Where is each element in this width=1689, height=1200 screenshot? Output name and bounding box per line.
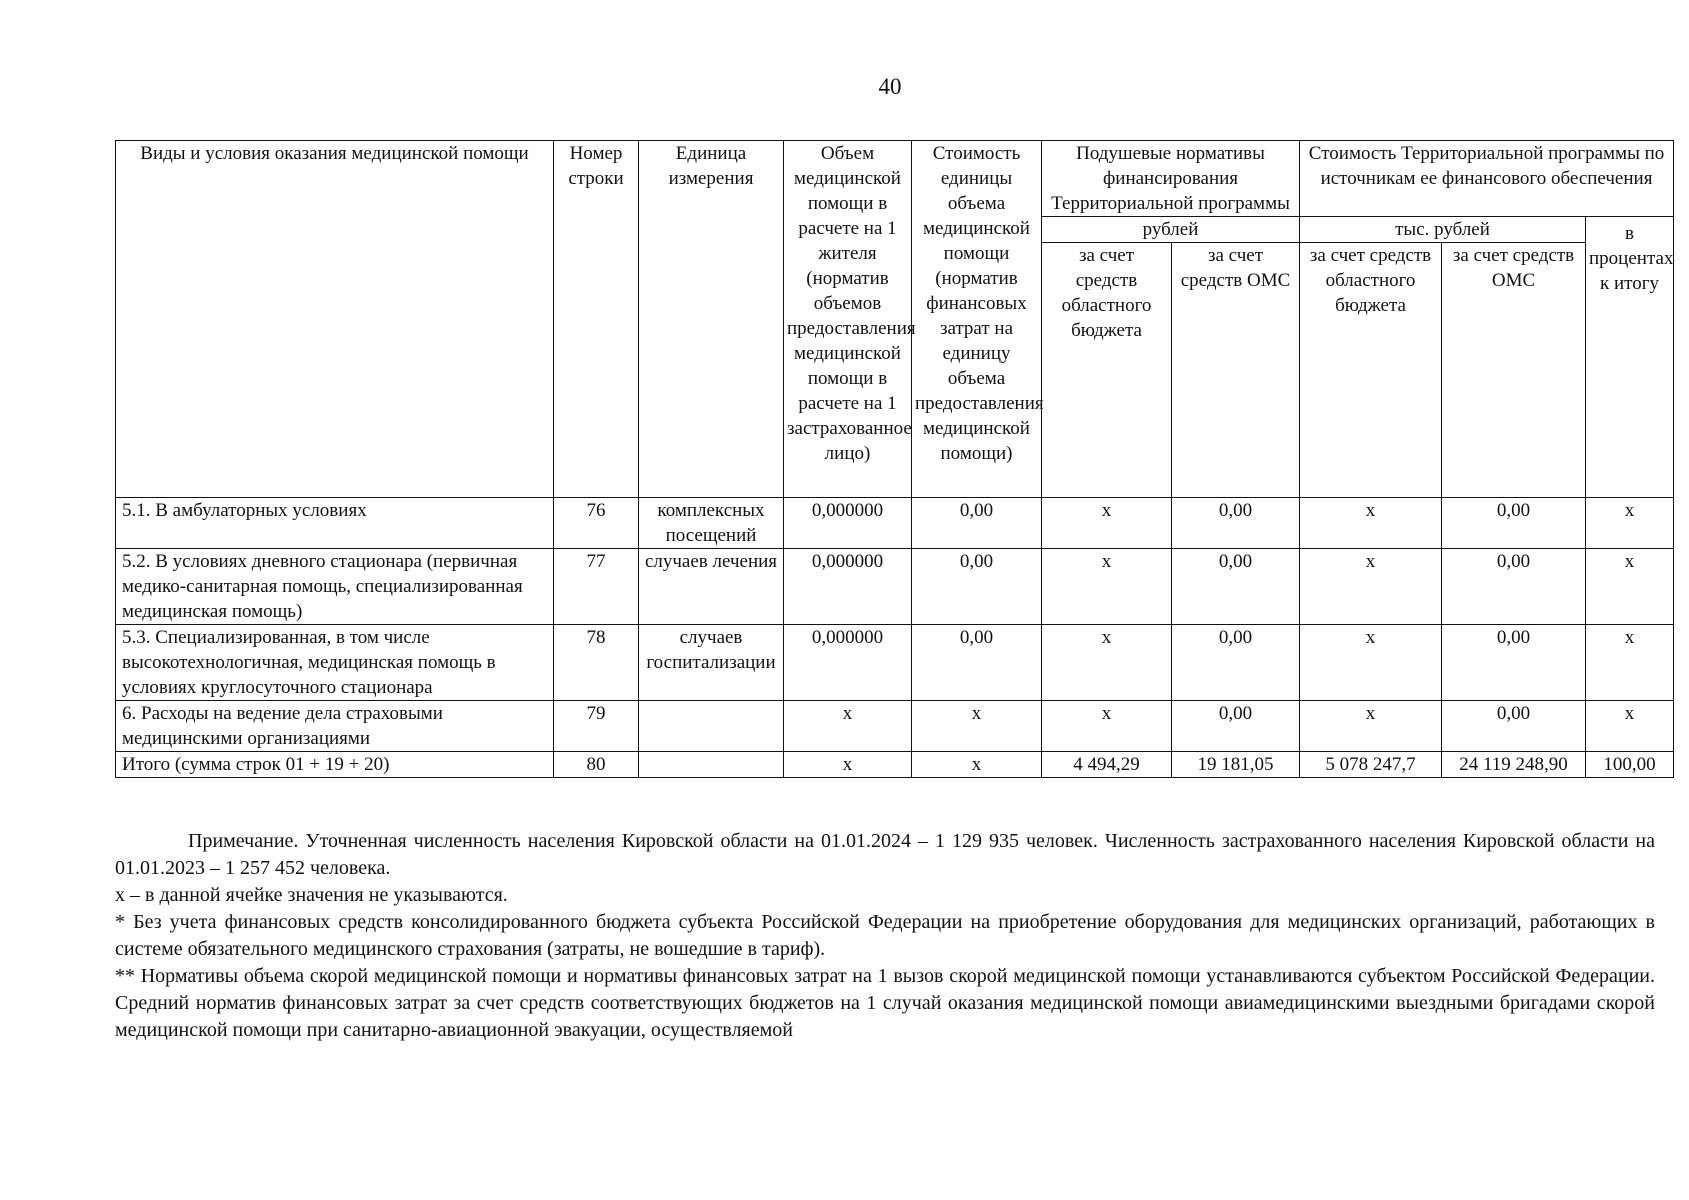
row-cost: х [912, 752, 1042, 778]
row-number: 76 [554, 498, 639, 549]
row-percent: х [1586, 625, 1674, 701]
financing-table [115, 140, 1674, 778]
row-tc-oms: 24 119 248,90 [1442, 752, 1586, 778]
header-tc-regional-budget: за счет средств областного бюджета [1300, 243, 1442, 498]
row-pc-oms: 19 181,05 [1172, 752, 1300, 778]
note-x-legend: х – в данной ячейке значения не указываются. [115, 884, 508, 906]
row-pc-oms: 0,00 [1172, 701, 1300, 752]
row-name: 5.1. В амбулаторных условиях [116, 498, 554, 549]
header-row-number: Номер строки [554, 141, 639, 498]
row-volume: х [784, 752, 912, 778]
row-unit [639, 752, 784, 778]
row-percent: 100,00 [1586, 752, 1674, 778]
row-pc-oms: 0,00 [1172, 549, 1300, 625]
row-percent: х [1586, 549, 1674, 625]
row-name: 5.2. В условиях дневного стационара (первичная медико-санитарная помощь, специализированная медицинская помощь) [116, 549, 554, 625]
row-number: 80 [554, 752, 639, 778]
row-pc-oms: 0,00 [1172, 498, 1300, 549]
header-pc-oms: за счет средств ОМС [1172, 243, 1300, 498]
row-cost: 0,00 [912, 549, 1042, 625]
row-tc-budget: х [1300, 498, 1442, 549]
table-row [116, 549, 1674, 625]
header-kinds: Виды и условия оказания медицинской помощи [116, 141, 554, 498]
row-tc-budget: х [1300, 701, 1442, 752]
note-asterisk: * Без учета финансовых средств консолидированного бюджета субъекта Российской Федерации на приобретение оборудования для медицинских организаций, работающих в системе обязательного медицинского страхования (затраты, не вошедшие в тариф). [115, 911, 1655, 960]
row-pc-budget: х [1042, 498, 1172, 549]
table-row-total [116, 752, 1674, 778]
row-unit: случаев госпитализации [639, 625, 784, 701]
table-row [116, 498, 1674, 549]
row-volume: 0,000000 [784, 625, 912, 701]
row-unit: случаев лечения [639, 549, 784, 625]
header-unit: Единица измерения [639, 141, 784, 498]
header-rubles: рублей [1042, 217, 1300, 243]
row-volume: 0,000000 [784, 549, 912, 625]
table-row [116, 701, 1674, 752]
row-pc-budget: х [1042, 549, 1172, 625]
page-number: 40 [878, 74, 902, 99]
row-volume: 0,000000 [784, 498, 912, 549]
header-thousand-rubles: тыс. рублей [1300, 217, 1586, 243]
row-tc-budget: х [1300, 549, 1442, 625]
row-cost: х [912, 701, 1042, 752]
row-tc-oms: 0,00 [1442, 498, 1586, 549]
row-tc-oms: 0,00 [1442, 549, 1586, 625]
row-number: 78 [554, 625, 639, 701]
notes-section [115, 828, 1655, 1044]
header-row-1 [116, 141, 1674, 217]
row-name: Итого (сумма строк 01 + 19 + 20) [116, 752, 554, 778]
header-pc-regional-budget: за счет средств областного бюджета [1042, 243, 1172, 498]
row-pc-oms: 0,00 [1172, 625, 1300, 701]
row-name: 6. Расходы на ведение дела страховыми медицинскими организациями [116, 701, 554, 752]
header-tc-oms: за счет средств ОМС [1442, 243, 1586, 498]
note-double-asterisk: ** Нормативы объема скорой медицинской помощи и нормативы финансовых затрат на 1 вызов скорой медицинской помощи устанавливаются субъектом Российской Федерации. Средний норматив финансовых затрат за счет средств соответствующих бюджетов на 1 случай оказания медицинской помощи авиамедицинскими выездными бригадами скорой медицинской помощи при санитарно-авиационной эвакуации, осуществляемой [115, 965, 1655, 1041]
row-number: 79 [554, 701, 639, 752]
header-total-cost: Стоимость Территориальной программы по источникам ее финансового обеспечения [1300, 141, 1674, 217]
row-tc-budget: 5 078 247,7 [1300, 752, 1442, 778]
row-unit: комплексных посещений [639, 498, 784, 549]
table-row [116, 625, 1674, 701]
row-percent: х [1586, 701, 1674, 752]
header-cost: Стоимость единицы объема медицинской помощи (норматив финансовых затрат на единицу объема предоставления медицинской помощи) [912, 141, 1042, 498]
row-tc-oms: 0,00 [1442, 625, 1586, 701]
row-percent: х [1586, 498, 1674, 549]
row-tc-oms: 0,00 [1442, 701, 1586, 752]
header-percent: в процентах к итогу [1586, 217, 1674, 498]
row-cost: 0,00 [912, 498, 1042, 549]
row-name: 5.3. Специализированная, в том числе высокотехнологичная, медицинская помощь в условиях круглосуточного стационара [116, 625, 554, 701]
row-volume: х [784, 701, 912, 752]
row-tc-budget: х [1300, 625, 1442, 701]
header-per-capita: Подушевые нормативы финансирования Территориальной программы [1042, 141, 1300, 217]
row-pc-budget: 4 494,29 [1042, 752, 1172, 778]
row-pc-budget: х [1042, 701, 1172, 752]
row-cost: 0,00 [912, 625, 1042, 701]
row-pc-budget: х [1042, 625, 1172, 701]
header-volume: Объем медицинской помощи в расчете на 1 жителя (норматив объемов предоставления медицинской помощи в расчете на 1 застрахованное лицо) [784, 141, 912, 498]
row-unit [639, 701, 784, 752]
row-number: 77 [554, 549, 639, 625]
note-population: Примечание. Уточненная численность населения Кировской области на 01.01.2024 – 1 129 935 человек. Численность застрахованного населения Кировской области на 01.01.2023 – 1 257 452 человека. [115, 830, 1655, 879]
